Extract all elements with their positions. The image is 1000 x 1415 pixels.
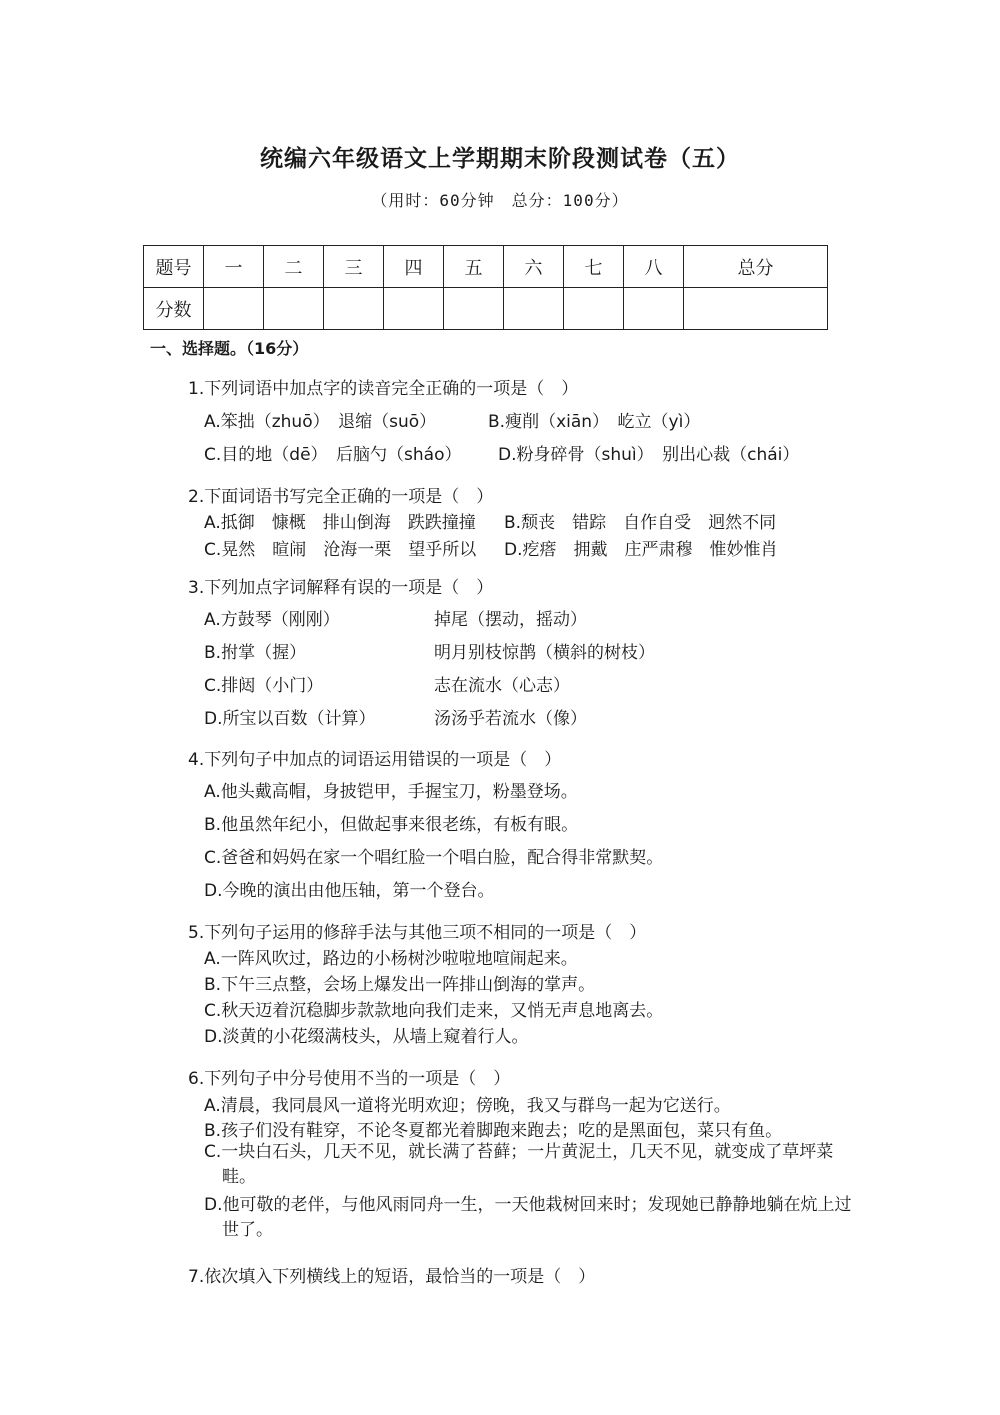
option-b: B.颓丧 错踪 自作自受 迥然不同	[504, 513, 777, 533]
score-cell: 总分	[684, 246, 828, 288]
score-input-cell[interactable]	[324, 288, 384, 330]
option-c: C.目的地（dē） 后脑勺（sháo）	[204, 445, 462, 465]
question-stem: 3.下列加点字词解释有误的一项是（ ）	[188, 578, 494, 598]
option-d: D.疙瘩 拥戴 庄严肃穆 惟妙惟肖	[504, 540, 778, 560]
exam-info: （用时：60分钟 总分：100分）	[371, 191, 629, 210]
question-stem: 5.下列句子运用的修辞手法与其他三项不相同的一项是（ ）	[188, 923, 647, 943]
score-cell: 一	[204, 246, 264, 288]
option-a-second: 掉尾（摆动，摇动）	[434, 610, 587, 630]
option-c: C.晃然 暄闹 沧海一栗 望乎所以	[204, 540, 477, 560]
option-a: A.抵御 慷概 排山倒海 跌跌撞撞	[204, 513, 476, 533]
score-table	[143, 245, 828, 330]
option-a: A.方鼓琴（刚刚）	[204, 610, 340, 630]
option-b-second: 明月别枝惊鹊（横斜的树枝）	[434, 643, 655, 663]
score-cell: 三	[324, 246, 384, 288]
option-d: D.他可敬的老伴，与他风雨同舟一生，一天他栽树回来时；发现她已静静地躺在炕上过世了。	[204, 1195, 852, 1240]
option-c: C.秋天迈着沉稳脚步款款地向我们走来，又悄无声息地离去。	[204, 1001, 664, 1021]
score-input-cell[interactable]	[684, 288, 828, 330]
question-stem: 4.下列句子中加点的词语运用错误的一项是（ ）	[188, 750, 562, 770]
score-cell: 七	[564, 246, 624, 288]
option-c: C.排闼（小门）	[204, 676, 324, 696]
question-stem: 6.下列句子中分号使用不当的一项是（ ）	[188, 1069, 511, 1089]
question-stem: 2.下面词语书写完全正确的一项是（ ）	[188, 487, 494, 507]
option-d-second: 汤汤乎若流水（像）	[434, 709, 587, 729]
option-d: D.淡黄的小花缀满枝头，从墙上窥着行人。	[204, 1027, 529, 1047]
score-cell: 五	[444, 246, 504, 288]
option-d: D.今晚的演出由他压轴，第一个登台。	[204, 881, 495, 901]
option-c-second: 志在流水（心志）	[434, 676, 570, 696]
page-title: 统编六年级语文上学期期末阶段测试卷（五）	[260, 146, 740, 172]
question-stem: 1.下列词语中加点字的读音完全正确的一项是（ ）	[188, 379, 579, 399]
option-a: A.笨拙（zhuō） 退缩（suō）	[204, 412, 437, 432]
option-a: A.一阵风吹过，路边的小杨树沙啦啦地喧闹起来。	[204, 949, 578, 969]
score-input-cell[interactable]	[564, 288, 624, 330]
option-b: B.下午三点整，会场上爆发出一阵排山倒海的掌声。	[204, 975, 596, 995]
option-a: A.他头戴高帽，身披铠甲，手握宝刀，粉墨登场。	[204, 782, 578, 802]
option-c: C.一块白石头，几天不见，就长满了苔藓；一片黄泥土，几天不见，就变成了草坪菜畦。	[204, 1142, 834, 1187]
score-input-cell[interactable]	[204, 288, 264, 330]
option-b: B.孩子们没有鞋穿，不论冬夏都光着脚跑来跑去；吃的是黑面包，菜只有鱼。	[204, 1121, 783, 1141]
score-cell: 四	[384, 246, 444, 288]
option-b: B.拊掌（握）	[204, 643, 307, 663]
option-c: C.爸爸和妈妈在家一个唱红脸一个唱白脸，配合得非常默契。	[204, 848, 664, 868]
option-b: B.他虽然年纪小，但做起事来很老练，有板有眼。	[204, 815, 579, 835]
option-b: B.瘦削（xiān） 屹立（yì）	[488, 412, 701, 432]
score-cell: 六	[504, 246, 564, 288]
score-input-cell[interactable]	[444, 288, 504, 330]
score-cell: 二	[264, 246, 324, 288]
score-cell: 题号	[144, 246, 204, 288]
option-a: A.清晨，我同晨风一道将光明欢迎；傍晚，我又与群鸟一起为它送行。	[204, 1096, 731, 1116]
score-cell: 分数	[144, 288, 204, 330]
score-input-cell[interactable]	[384, 288, 444, 330]
score-cell: 八	[624, 246, 684, 288]
option-d: D.粉身碎骨（shuì） 别出心裁（chái）	[498, 445, 800, 465]
question-stem: 7.依次填入下列横线上的短语，最恰当的一项是（ ）	[188, 1267, 596, 1287]
option-d: D.所宝以百数（计算）	[204, 709, 376, 729]
score-input-cell[interactable]	[264, 288, 324, 330]
section-heading: 一、选择题。（16分）	[150, 339, 309, 358]
score-input-cell[interactable]	[504, 288, 564, 330]
score-table-score-row	[144, 288, 828, 330]
score-input-cell[interactable]	[624, 288, 684, 330]
score-table-header-row	[144, 246, 828, 288]
